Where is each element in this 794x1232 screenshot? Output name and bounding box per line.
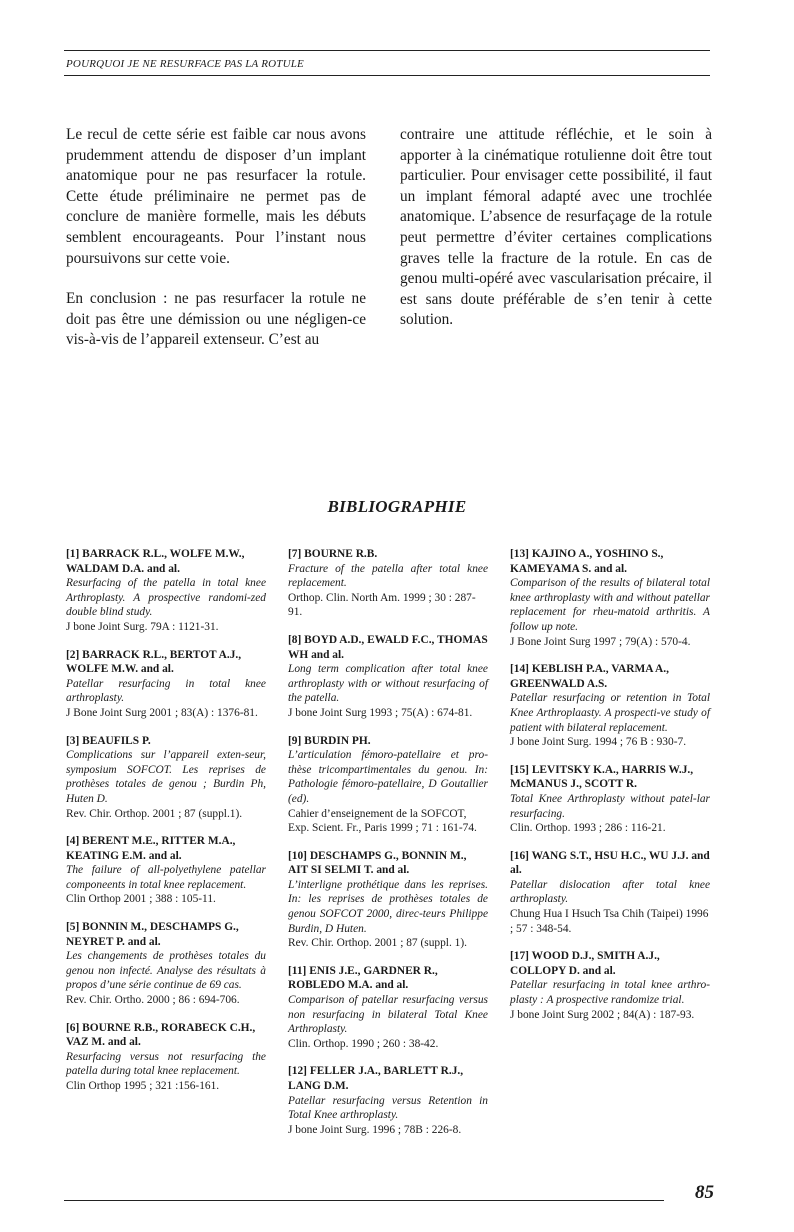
reference-entry: [288, 734, 488, 836]
reference-journal: J bone Joint Surg. 1994 ; 76 B : 930-7.: [510, 736, 687, 749]
reference-title: Patellar resurfacing or retention in Total Knee Arthroplaasty. A prospecti-ve study of patient with bilateral replacement.: [510, 692, 710, 734]
reference-journal: J bone Joint Surg. 79A : 1121-31.: [66, 620, 219, 633]
reference-journal: Clin. Orthop. 1990 ; 260 : 38-42.: [288, 1037, 439, 1050]
reference-title: L’articulation fémoro-patellaire et pro-thèse tricompartimentales du genou. In: Pathologie fémoro-patellaire, D Goutallier (ed).: [288, 749, 488, 805]
body-paragraph: Le recul de cette série est faible car nous avons prudemment attendu de disposer d’un implant anatomique pour ne pas resurfacer la rotule. Cette étude préliminaire ne permet pas de conclure de manière formelle, mais les débuts semblent encourageants. Pour l’instant nous poursuivons sur cette voie.: [66, 126, 366, 267]
reference-title: Patellar resurfacing in total knee arthroplasty.: [66, 677, 266, 705]
reference-journal: Rev. Chir. Ortho. 2000 ; 86 : 694-706.: [66, 994, 240, 1007]
reference-authors: [15] LEVITSKY K.A., HARRIS W.J., McMANUS J., SCOTT R.: [510, 763, 694, 791]
body-paragraph: En conclusion : ne pas resurfacer la rotule ne doit pas être une démission ou une négligen-ce vis-à-vis de l’appareil extenseur. C’est au: [66, 290, 366, 349]
reference-entry: [66, 834, 266, 907]
reference-entry: [66, 547, 266, 635]
reference-title: Resurfacing of the patella in total knee Arthroplasty. A prospective randomi-zed double blind study.: [66, 577, 266, 619]
reference-authors: [13] KAJINO A., YOSHINO S., KAMEYAMA S. and al.: [510, 548, 664, 575]
reference-entry: [288, 547, 488, 620]
reference-authors: [12] FELLER J.A., BARLETT R.J., LANG D.M.: [288, 1065, 464, 1092]
reference-title: Patellar resurfacing in total knee arthro-plasty : A prospective randomize trial.: [510, 979, 710, 1007]
reference-journal: J bone Joint Surg 1993 ; 75(A) : 674-81.: [288, 706, 473, 719]
reference-journal: Rev. Chir. Orthop. 2001 ; 87 (suppl.1).: [66, 807, 243, 820]
reference-title: Les changements de prothèses totales du genou non infecté. Analyse des résultats à propos d’une série continue de 69 cas.: [66, 950, 266, 992]
reference-title: Total Knee Arthroplasty without patel-lar resurfacing.: [510, 792, 710, 820]
reference-journal: Chung Hua I Hsuch Tsa Chih (Taipei) 1996 ; 57 : 348-54.: [510, 908, 709, 935]
reference-entry: [288, 633, 488, 721]
reference-title: Fracture of the patella after total knee replacement.: [288, 562, 488, 590]
reference-authors: [1] BARRACK R.L., WOLFE M.W., WALDAM D.A. and al.: [66, 548, 245, 575]
reference-journal: J Bone Joint Surg 2001 ; 83(A) : 1376-81.: [66, 706, 258, 719]
page-number: 85: [695, 1182, 714, 1203]
reference-authors: [4] BERENT M.E., RITTER M.A., KEATING E.M. and al.: [66, 835, 236, 862]
reference-authors: [14] KEBLISH P.A., VARMA A., GREENWALD A.S.: [510, 663, 669, 690]
references-column-1: [66, 547, 266, 1107]
body-column-left: [66, 125, 366, 371]
reference-journal: Rev. Chir. Orthop. 2001 ; 87 (suppl. 1).: [288, 937, 467, 950]
reference-journal: Cahier d’enseignement de la SOFCOT, Exp. Scient. Fr., Paris 1999 ; 71 : 161-74.: [288, 807, 477, 835]
reference-entry: [510, 763, 710, 836]
reference-entry: [288, 849, 488, 951]
reference-entry: [510, 547, 710, 649]
reference-entry: [510, 849, 710, 937]
body-paragraph: contraire une attitude réfléchie, et le soin à apporter à la cinématique rotulienne doit être tout particulier. Pour envisager cette possibilité, il faut un implant fémoral adapté avec une trochlée anatomique. L’absence de resurfaçage de la rotule peut permettre d’éviter certaines complications graves telle la fracture de la rotule. En cas de genou multi-opéré avec vascularisation précaire, il est sans doute préférable de s’en tenir à cette solution.: [400, 126, 712, 329]
reference-journal: J bone Joint Surg. 1996 ; 78B : 226-8.: [288, 1123, 462, 1136]
reference-entry: [66, 920, 266, 1008]
reference-authors: [7] BOURNE R.B.: [288, 548, 378, 560]
references-column-3: [510, 547, 710, 1035]
reference-authors: [16] WANG S.T., HSU H.C., WU J.J. and al.: [510, 849, 710, 877]
reference-title: Complications sur l’appareil exten-seur, symposium SOFCOT. Les reprises de prothèses totales de genou ; Burdin Ph, Huten D.: [66, 749, 266, 805]
header-rule-top: [64, 50, 710, 51]
running-header: POURQUOI JE NE RESURFACE PAS LA ROTULE: [66, 58, 304, 70]
reference-journal: Clin. Orthop. 1993 ; 286 : 116-21.: [510, 822, 666, 835]
reference-journal: J Bone Joint Surg 1997 ; 79(A) : 570-4.: [510, 635, 691, 648]
reference-authors: [6] BOURNE R.B., RORABECK C.H., VAZ M. and al.: [66, 1021, 256, 1049]
reference-title: Patellar resurfacing versus Retention in Total Knee arthroplasty.: [288, 1094, 488, 1122]
reference-title: Comparison of patellar resurfacing versus non resurfacing in bilateral Total Knee Arthroplasty.: [288, 994, 488, 1036]
header-rule-bottom: [64, 75, 710, 76]
reference-entry: [66, 648, 266, 721]
reference-authors: [3] BEAUFILS P.: [66, 734, 151, 747]
bibliography-title: BIBLIOGRAPHIE: [327, 497, 467, 516]
reference-title: The failure of all-polyethylene patellar componeents in total knee replacement.: [66, 864, 266, 891]
reference-authors: [2] BARRACK R.L., BERTOT A.J., WOLFE M.W. and al.: [66, 648, 242, 676]
reference-authors: [5] BONNIN M., DESCHAMPS G., NEYRET P. and al.: [66, 921, 239, 948]
reference-entry: [510, 662, 710, 750]
reference-entry: [66, 1021, 266, 1094]
reference-journal: Clin Orthop 1995 ; 321 :156-161.: [66, 1080, 220, 1092]
reference-authors: [8] BOYD A.D., EWALD F.C., THOMAS WH and al.: [288, 633, 488, 661]
reference-journal: J bone Joint Surg 2002 ; 84(A) : 187-93.: [510, 1008, 695, 1021]
reference-entry: [66, 734, 266, 822]
reference-authors: [10] DESCHAMPS G., BONNIN M., AIT SI SELMI T. and al.: [288, 849, 467, 877]
reference-title: Patellar dislocation after total knee arthroplasty.: [510, 878, 710, 906]
reference-title: Comparison of the results of bilateral total knee arthroplasty with and without patellar replacement for rheu-matoid arthritis. A follow up note.: [510, 577, 710, 633]
footer-rule: [64, 1200, 664, 1201]
reference-entry: [510, 949, 710, 1022]
reference-entry: [288, 964, 488, 1052]
reference-authors: [9] BURDIN PH.: [288, 734, 371, 747]
references-column-2: [288, 547, 488, 1150]
reference-title: Long term complication after total knee arthroplasty with or without resurfacing of the patella.: [288, 663, 488, 705]
reference-journal: Orthop. Clin. North Am. 1999 ; 30 : 287-91.: [288, 591, 476, 619]
reference-authors: [11] ENIS J.E., GARDNER R., ROBLEDO M.A. and al.: [288, 964, 438, 992]
reference-journal: Clin Orthop 2001 ; 388 : 105-11.: [66, 893, 216, 906]
reference-title: Resurfacing versus not resurfacing the patella during total knee replacement.: [66, 1050, 266, 1078]
reference-entry: [288, 1064, 488, 1137]
reference-title: L’interligne prothétique dans les reprises. In: les reprises de prothèses totales de genou SOFCOT 2000, direc-teurs Philippe Burdin, D Huten.: [288, 878, 488, 935]
body-column-right: [400, 125, 712, 351]
reference-authors: [17] WOOD D.J., SMITH A.J., COLLOPY D. and al.: [510, 950, 660, 977]
